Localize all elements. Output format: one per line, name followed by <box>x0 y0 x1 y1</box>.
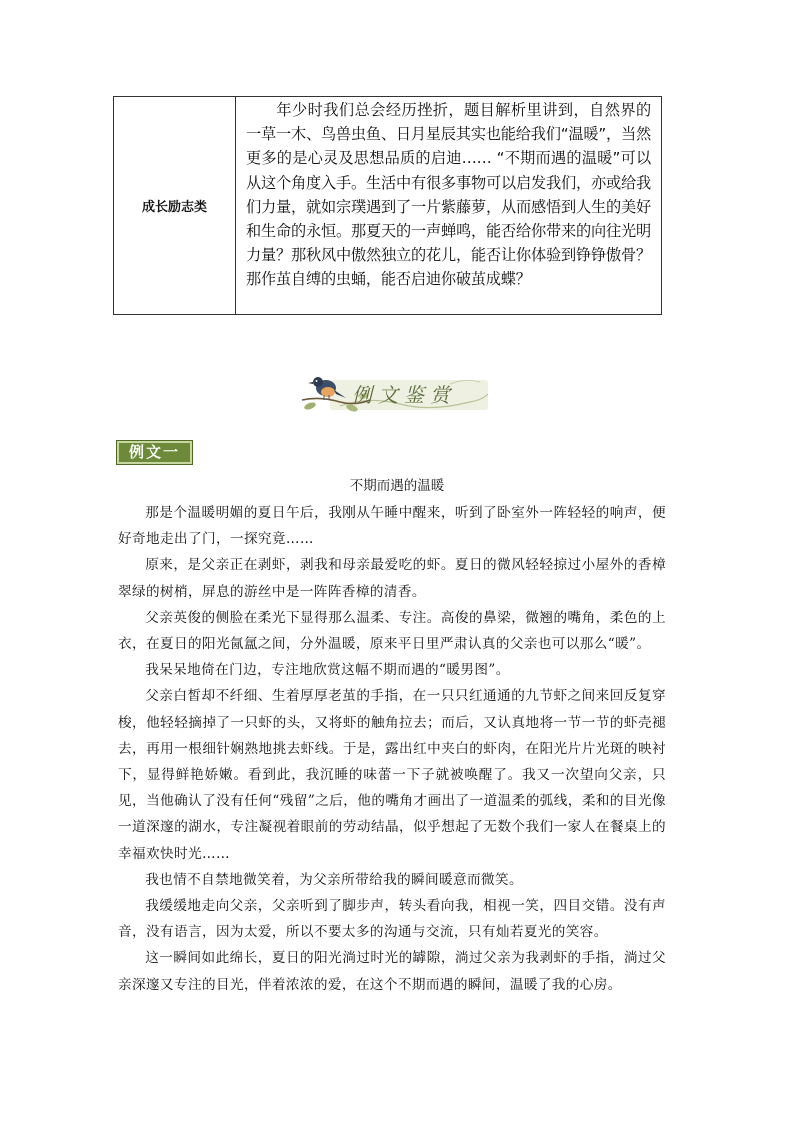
essay-paragraph: 我呆呆地倚在门边，专注地欣赏这幅不期而遇的“暖男图”。 <box>145 662 510 679</box>
essay-paragraph: 我缓缓地走向父亲，父亲听到了脚步声，转头看向我，相视一笑，四目交错。没有声音，没有语言，因为太爱，所以不要太多的沟通与交流，只有灿若夏光的笑容。 <box>118 898 666 941</box>
section-banner <box>300 366 490 414</box>
essay-body <box>118 500 666 998</box>
essay-paragraph: 父亲白皙却不纤细、生着厚厚老茧的手指，在一只只红通通的九节虾之间来回反复穿梭，他轻轻摘掉了一只虾的头，又将虾的触角拉去；而后，又认真地将一节一节的虾壳褪去，再用一根细针娴熟地挑去虾线。于是，露出红中夹白的虾肉，在阳光片片光斑的映衬下，显得鲜艳娇嫩。看到此，我沉睡的味蕾一下子就被唤醒了。我又一次望向父亲，只见，当他确认了没有任何“残留”之后，他的嘴角才画出了一道温柔的弧线，柔和的目光像一道深邃的湖水，专注凝视着眼前的劳动结晶，似乎想起了无数个我们一家人在餐桌上的幸福欢快时光…… <box>118 688 666 862</box>
essay-paragraph: 原来，是父亲正在剥虾，剥我和母亲最爱吃的虾。夏日的微风轻轻掠过小屋外的香樟翠绿的树梢，屏息的游丝中是一阵阵香樟的清香。 <box>118 557 666 600</box>
essay-paragraph: 父亲英俊的侧脸在柔光下显得那么温柔、专注。高俊的鼻梁，微翘的嘴角，柔色的上衣，在夏日的阳光氤氲之间，分外温暖，原来平日里严肃认真的父亲也可以那么“暖”。 <box>118 609 666 653</box>
description-cell: 年少时我们总会经历挫折，题目解析里讲到，自然界的一草一木、鸟兽虫鱼、日月星辰其实也能给我们“温暖”，当然更多的是心灵及思想品质的启迪…… “不期而遇的温暖”可以从这个角度入手。生活中有很多事物可以启发我们，亦或给我们力量，就如宗璞遇到了一片紫藤萝，从而感悟到人生的美好和生命的永恒。那夏天的一声蝉鸣，能否给你带来的向往光明力量？那秋风中傲然独立的花儿，能否让你体验到铮铮傲骨？那作茧自缚的虫蛹，能否启迪你破茧成蝶？ <box>246 101 652 289</box>
category-cell: 成长励志类 <box>114 97 236 314</box>
example-label: 例文一 <box>116 440 193 465</box>
essay-paragraph: 那是个温暖明媚的夏日午后，我刚从午睡中醒来，听到了卧室外一阵轻轻的响声，便好奇地走出了门，一探究竟…… <box>118 505 666 548</box>
banner-title: 例文鉴赏 <box>352 383 456 407</box>
essay-paragraph: 我也情不自禁地微笑着，为父亲所带给我的瞬间暖意而微笑。 <box>145 871 524 888</box>
essay-paragraph: 这一瞬间如此绵长，夏日的阳光淌过时光的罅隙，淌过父亲为我剥虾的手指，淌过父亲深邃又专注的目光，伴着浓浓的爱，在这个不期而遇的瞬间，温暖了我的心房。 <box>118 950 666 993</box>
guide-table <box>113 96 662 315</box>
essay-title: 不期而遇的温暖 <box>349 478 445 494</box>
